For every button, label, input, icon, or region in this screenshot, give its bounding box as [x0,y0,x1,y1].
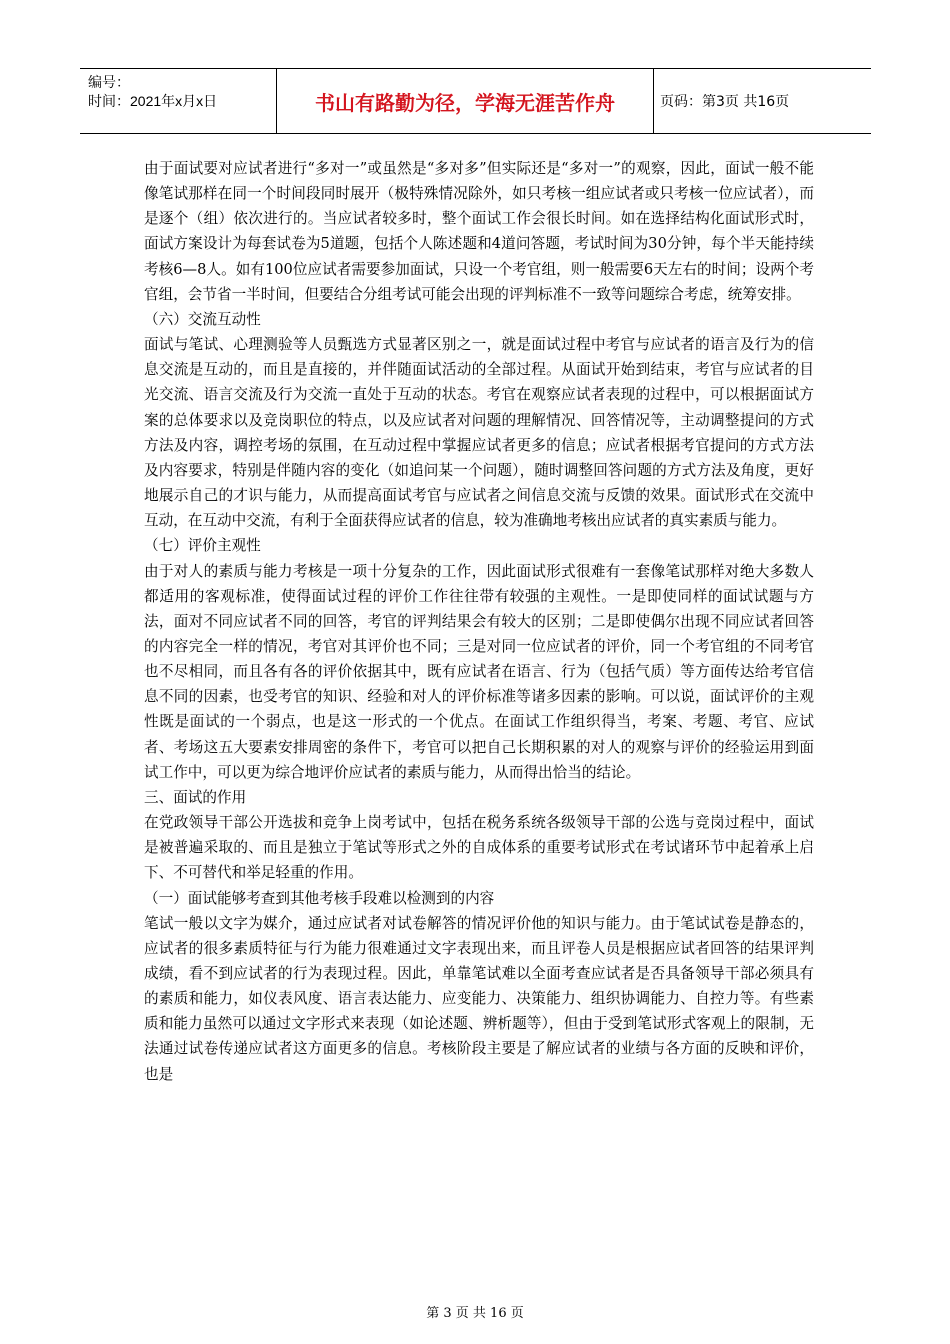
header-code-label: 编号： [88,74,130,90]
page-footer: 第 3 页 共 16 页 [426,1306,524,1321]
header-date-label: 时间：2021年x月x日 [88,93,218,109]
header-meta [80,69,276,133]
header-page-label: 页码：第3页 共16页 [660,94,790,110]
header-motto: 书山有路勤为径，学海无涯苦作舟 [276,69,654,133]
paragraph: 面试与笔试、心理测验等人员甄选方式显著区别之一，就是面试过程中考官与应试者的语言及行为的信息交流是互动的，而且是直接的，并伴随面试活动的全部过程。从面试开始到结束，考官与应试者的目光交流、语言交流及行为交流一直处于互动的状态。考官在观察应试者表现的过程中，可以根据面试方案的总体要求以及竞岗职位的特点，以及应试者对问题的理解情况、回答情况等，主动调整提问的方式方法及内容，调控考场的氛围，在互动过程中掌握应试者更多的信息；应试者根据考官提问的方式方法及内容要求，特别是伴随内容的变化（如追问某一个问题），随时调整回答问题的方式方法及角度，更好地展示自己的才识与能力，从而提高面试考官与应试者之间信息交流与反馈的效果。面试形式在交流中互动，在互动中交流，有利于全面获得应试者的信息，较为准确地考核出应试者的真实素质与能力。 [144,336,814,530]
section-heading: （七）评价主观性 [144,537,261,555]
section-heading: 三、面试的作用 [144,788,247,806]
section-heading: （六）交流互动性 [144,310,261,328]
paragraph: 由于对人的素质与能力考核是一项十分复杂的工作，因此面试形式很难有一套像笔试那样对绝大多数人都适用的客观标准，使得面试过程的评价工作往往带有较强的主观性。一是即使同样的面试试题与方法，面对不同应试者不同的回答，考官的评判结果会有较大的区别；二是即使偶尔出现不同应试者回答的内容完全一样的情况，考官对其评价也不同；三是对同一位应试者的评价，同一个考官组的不同考官也不尽相同，而且各有各的评价依据其中，既有应试者在语言、行为（包括气质）等方面传达给考官信息不同的因素，也受考官的知识、经验和对人的评价标准等诸多因素的影响。可以说，面试评价的主观性既是面试的一个弱点，也是这一形式的一个优点。在面试工作组织得当，考案、考题、考官、应试者、考场这五大要素安排周密的条件下，考官可以把自己长期积累的对人的观察与评价的经验运用到面试工作中，可以更为综合地评价应试者的素质与能力，从而得出恰当的结论。 [144,562,814,781]
section-heading: （一）面试能够考查到其他考核手段难以检测到的内容 [144,889,495,907]
paragraph: 在党政领导干部公开选拔和竞争上岗考试中，包括在税务系统各级领导干部的公选与竞岗过程中，面试是被普遍采取的、而且是独立于笔试等形式之外的自成体系的重要考试形式在考试诸环节中起着承上启下、不可替代和举足轻重的作用。 [144,814,814,882]
paragraph: 由于面试要对应试者进行“多对一”或虽然是“多对多”但实际还是“多对一”的观察，因此，面试一般不能像笔试那样在同一个时间段同时展开（极特殊情况除外，如只考核一组应试者或只考核一位应试者），而是逐个（组）依次进行的。当应试者较多时，整个面试工作会很长时间。如在选择结构化面试形式时，面试方案设计为每套试卷为5道题，包括个人陈述题和4道问答题，考试时间为30分钟，每个半天能持续考核6—8人。如有100位应试者需要参加面试，只设一个考官组，则一般需要6天左右的时间；设两个考官组，会节省一半时间，但要结合分组考试可能会出现的评判标准不一致等问题综合考虑，统筹安排。 [144,160,814,303]
document-body [144,156,814,1087]
paragraph: 笔试一般以文字为媒介，通过应试者对试卷解答的情况评价他的知识与能力。由于笔试试卷是静态的，应试者的很多素质特征与行为能力很难通过文字表现出来，而且评卷人员是根据应试者回答的结果评判成绩，看不到应试者的行为表现过程。因此，单靠笔试难以全面考查应试者是否具备领导干部必须具有的素质和能力，如仪表风度、语言表达能力、应变能力、决策能力、组织协调能力、自控力等。有些素质和能力虽然可以通过文字形式来表现（如论述题、辨析题等），但由于受到笔试形式客观上的限制，无法通过试卷传递应试者这方面更多的信息。考核阶段主要是了解应试者的业绩与各方面的反映和评价，也是 [144,914,814,1083]
header-page-info [654,69,871,133]
page-header [80,68,871,134]
